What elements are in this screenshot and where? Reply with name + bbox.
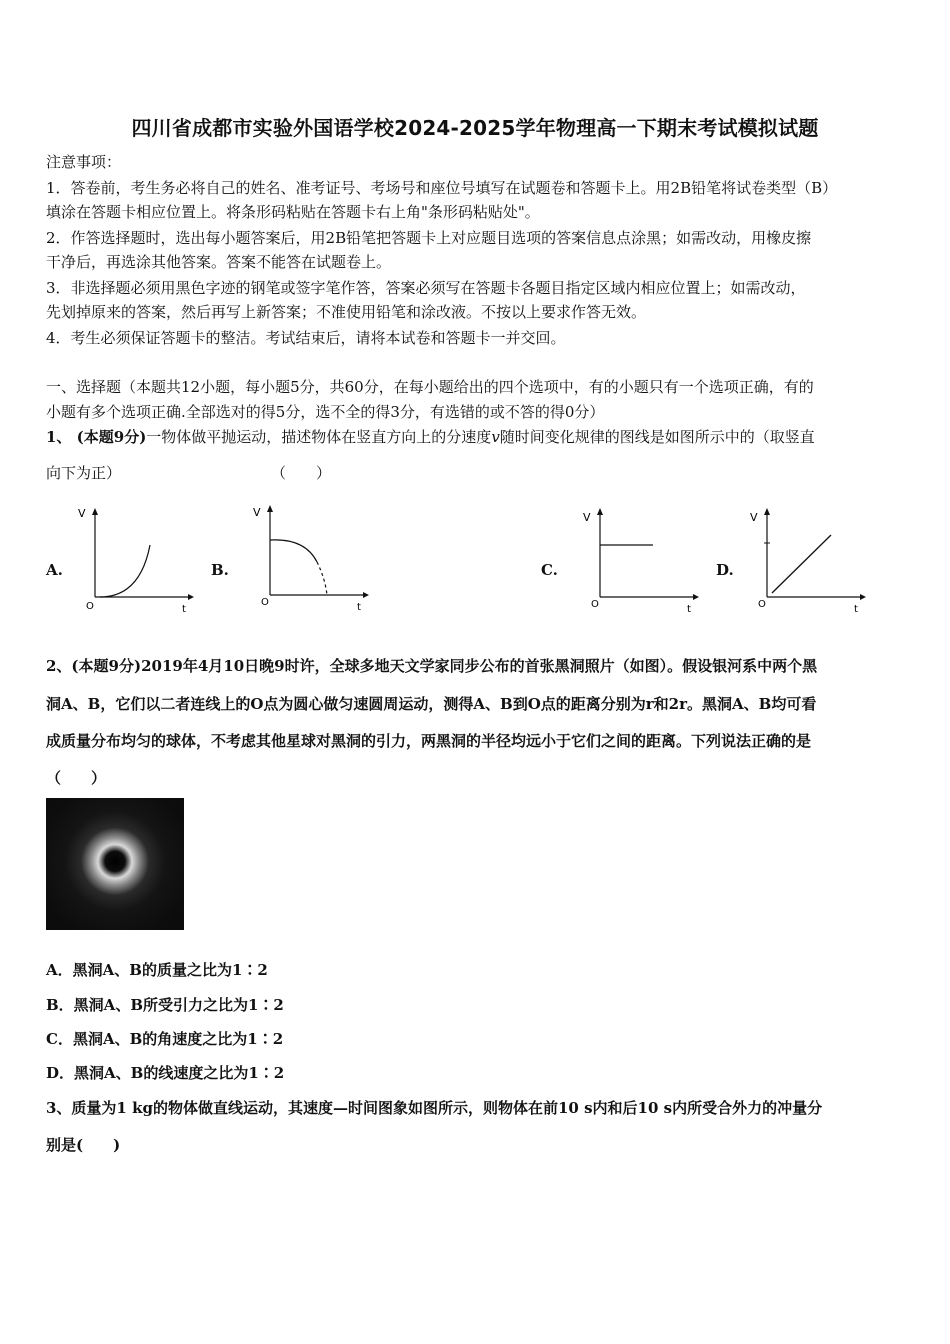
question-1-stem (46, 427, 906, 447)
notice-heading: 注意事项： (46, 153, 122, 171)
question-3-stem: 3、质量为1 kg的物体做直线运动，其速度—时间图象如图所示，则物体在前10 s内和后10 s内所受合外力的冲量分 (46, 1099, 823, 1117)
question-1-number: 1、 (本题9分) (46, 428, 147, 446)
graph-a (70, 505, 200, 615)
choice-c: C．黑洞A、B的角速度之比为1∶2 (46, 1030, 284, 1048)
question-2-stem: 2、(本题9分)2019年4月10日晚9时许，全球多地天文学家同步公布的首张黑洞照片（如图）。假设银河系中两个黑 (46, 657, 818, 675)
notice-line: 填涂在答题卡相应位置上。将条形码粘贴在答题卡右上角"条形码粘贴处"。 (46, 203, 540, 221)
t-arrow (188, 594, 194, 600)
question-2-stem-cont: 洞A、B，它们以二者连线上的O点为圆心做匀速圆周运动，测得A、B到O点的距离分别为r和2r。黑洞A、B均可看 (46, 695, 817, 713)
black-hole-image (46, 798, 184, 930)
choice-a: A．黑洞A、B的质量之比为1∶2 (46, 961, 268, 979)
v-label: V (750, 511, 758, 524)
notice-line: 干净后，再选涂其他答案。答案不能答在试题卷上。 (46, 253, 392, 271)
graph-b-curve-dashed (317, 562, 327, 595)
origin-label: O (261, 597, 269, 608)
t-label: t (357, 602, 361, 613)
t-label: t (182, 604, 186, 615)
origin-label: O (591, 599, 599, 610)
t-arrow (363, 592, 369, 598)
t-label: t (687, 604, 691, 615)
graph-c (575, 505, 705, 615)
graph-d (742, 505, 882, 615)
answer-blank: （ ） (271, 464, 332, 482)
graph-b-curve (270, 540, 317, 562)
notice-line: 3．非选择题必须用黑色字迹的钢笔或签字笔作答，答案必须写在答题卡各题目指定区域内相应位置上；如需改动， (46, 279, 806, 297)
t-label: t (854, 604, 858, 615)
notice-line: 1．答卷前，考生务必将自己的姓名、准考证号、考场号和座位号填写在试题卷和答题卡上。用2B铅笔将试卷类型（B） (46, 179, 838, 197)
notice-line: 2．作答选择题时，选出每小题答案后，用2B铅笔把答题卡上对应题目选项的答案信息点涂黑；如需改动，用橡皮擦 (46, 229, 812, 247)
graph-a-curve (100, 545, 150, 597)
option-a-label: A. (46, 561, 63, 579)
v-arrow (92, 508, 98, 515)
question-3-stem-cont: 别是( ) (46, 1136, 121, 1154)
question-1-text-suffix: 随时间变化规律的图线是如图所示中的（取竖直 (499, 428, 815, 446)
t-arrow (693, 594, 699, 600)
v-label: V (78, 507, 86, 520)
origin-label: O (758, 599, 766, 610)
option-c-label: C. (541, 561, 558, 579)
v-arrow (597, 508, 603, 515)
question-1-line2: 向下为正） (46, 464, 122, 482)
origin-label: O (86, 601, 94, 612)
v-arrow (267, 505, 273, 512)
v-label: V (583, 511, 591, 524)
option-b-label: B. (211, 561, 229, 579)
question-1-text: 一物体做平抛运动，描述物体在竖直方向上的分速度 (146, 428, 492, 446)
v-label: V (253, 506, 261, 519)
graph-b (245, 500, 375, 615)
t-arrow (860, 594, 866, 600)
option-d-label: D. (716, 561, 734, 579)
v-arrow (764, 508, 770, 515)
graph-d-line (772, 535, 831, 593)
choice-b: B．黑洞A、B所受引力之比为1∶2 (46, 996, 284, 1014)
section-heading-cont: 小题有多个选项正确.全部选对的得5分，选不全的得3分，有选错的或不答的得0分） (46, 403, 605, 421)
question-1-var: v (491, 428, 500, 446)
notice-line: 4．考生必须保证答题卡的整洁。考试结束后，请将本试卷和答题卡一并交回。 (46, 329, 566, 347)
question-2-stem-cont: 成质量分布均匀的球体，不考虑其他星球对黑洞的引力，两黑洞的半径均远小于它们之间的距离。下列说法正确的是 (46, 732, 812, 750)
question-1-stem-cont (46, 463, 906, 483)
choice-d: D．黑洞A、B的线速度之比为1∶2 (46, 1064, 285, 1082)
notice-line: 先划掉原来的答案，然后再写上新答案；不准使用铅笔和涂改液。不按以上要求作答无效。 (46, 303, 647, 321)
section-heading: 一、选择题（本题共12小题，每小题5分，共60分，在每小题给出的四个选项中，有的小题只有一个选项正确，有的 (46, 378, 814, 396)
answer-blank: （ ） (46, 769, 107, 787)
page-title: 四川省成都市实验外国语学校2024-2025学年物理高一下期末考试模拟试题 (131, 116, 819, 140)
